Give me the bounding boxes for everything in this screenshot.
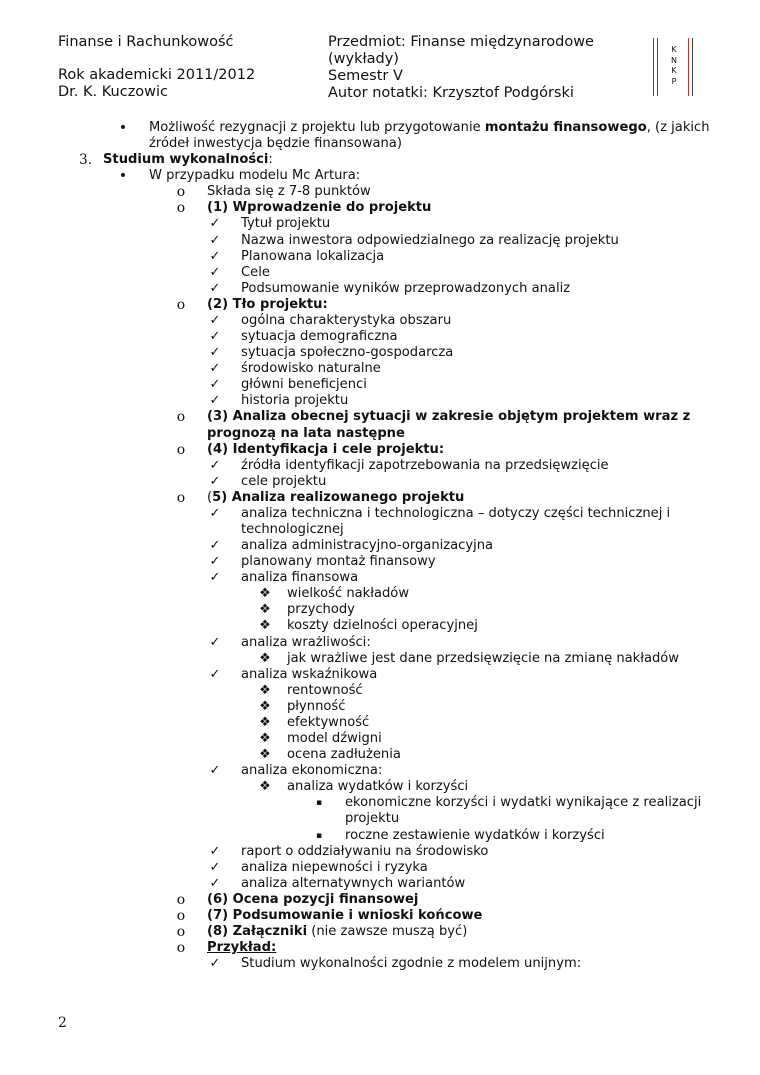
list-item-text bbox=[241, 281, 570, 297]
list-item-text bbox=[241, 265, 270, 281]
text-run: (8) Załączniki bbox=[207, 924, 308, 939]
list-number: 3. bbox=[79, 152, 92, 169]
text-run: ogólna charakterystyka obszaru bbox=[241, 312, 452, 328]
list-item-text bbox=[241, 329, 398, 345]
list-item-text bbox=[241, 345, 453, 361]
text-run: (nie zawsze muszą być) bbox=[307, 924, 468, 939]
circle-marker: o bbox=[176, 409, 186, 426]
text-run: ( bbox=[207, 489, 213, 505]
text-run: analiza niepewności i ryzyka bbox=[241, 859, 428, 875]
knkp-logo bbox=[653, 38, 693, 96]
bullet-marker: • bbox=[118, 120, 128, 136]
list-item-continuation bbox=[345, 811, 399, 827]
text-run: źródeł inwestycja będzie finansowana) bbox=[149, 136, 402, 152]
circle-marker: o bbox=[176, 907, 186, 924]
circle-marker: o bbox=[176, 940, 186, 957]
check-icon: ✓ bbox=[209, 232, 221, 248]
text-run: W przypadku modelu Mc Artura: bbox=[149, 168, 361, 184]
check-icon: ✓ bbox=[209, 505, 221, 521]
header-semester: Semestr V bbox=[328, 68, 403, 84]
text-run: ocena zadłużenia bbox=[287, 747, 401, 763]
text-run: Nazwa inwestora odpowiedzialnego za realizację projektu bbox=[241, 232, 619, 248]
list-item-text bbox=[241, 216, 330, 232]
text-run: analiza ekonomiczna: bbox=[241, 763, 383, 779]
list-item-text bbox=[241, 763, 382, 779]
text-run: projektu bbox=[345, 811, 400, 827]
list-item-text bbox=[241, 570, 358, 586]
logo-letter: K bbox=[671, 45, 677, 54]
circle-marker: o bbox=[176, 441, 186, 458]
list-item-text bbox=[287, 618, 478, 634]
diamond-icon: ❖ bbox=[259, 731, 271, 747]
text-run: prognozą na lata następne bbox=[207, 425, 405, 441]
text-run: 5) Analiza realizowanego projektu bbox=[212, 489, 465, 505]
list-item-text bbox=[207, 924, 467, 940]
list-item-text bbox=[241, 506, 670, 522]
list-item-text bbox=[287, 731, 382, 747]
circle-marker: o bbox=[176, 296, 186, 313]
text-run: model dźwigni bbox=[287, 731, 382, 747]
text-run: historia projektu bbox=[241, 393, 349, 409]
text-run: analiza wskaźnikowa bbox=[241, 666, 378, 682]
list-item-text bbox=[149, 168, 360, 184]
text-run: (1) Wprowadzenie do projektu bbox=[207, 200, 432, 216]
text-run: analiza alternatywnych wariantów bbox=[241, 875, 466, 891]
diamond-icon: ❖ bbox=[259, 779, 271, 795]
text-run: Podsumowanie wyników przeprowadzonych analiz bbox=[241, 280, 571, 296]
square-marker: ▪ bbox=[315, 798, 323, 809]
list-item-text bbox=[207, 442, 444, 458]
text-run: płynność bbox=[287, 698, 346, 714]
check-icon: ✓ bbox=[209, 843, 221, 859]
list-item-text bbox=[241, 956, 581, 972]
list-item-text bbox=[345, 795, 701, 811]
diamond-icon: ❖ bbox=[259, 650, 271, 666]
text-run: Studium wykonalności zgodnie z modelem unijnym: bbox=[241, 956, 582, 972]
text-run: środowisko naturalne bbox=[241, 361, 381, 377]
list-item-text bbox=[241, 233, 619, 249]
circle-marker: o bbox=[176, 184, 186, 201]
list-item-text bbox=[241, 458, 609, 474]
logo-letter: P bbox=[671, 76, 677, 86]
text-run: Składa się z 7-8 punktów bbox=[207, 184, 371, 200]
text-run: planowany montaż finansowy bbox=[241, 554, 436, 570]
text-run: analiza wrażliwości: bbox=[241, 634, 371, 650]
text-run: jak wrażliwe jest dane przedsięwzięcie na zmianę nakładów bbox=[287, 650, 680, 666]
check-icon: ✓ bbox=[209, 393, 221, 409]
list-item-text bbox=[207, 297, 328, 313]
diamond-icon: ❖ bbox=[259, 618, 271, 634]
text-run: efektywność bbox=[287, 714, 370, 730]
text-run: analiza wydatków i korzyści bbox=[287, 779, 469, 795]
diamond-icon: ❖ bbox=[259, 714, 271, 730]
text-run: Studium wykonalności bbox=[103, 152, 269, 168]
header-author: Autor notatki: Krzysztof Podgórski bbox=[328, 85, 574, 101]
list-item-continuation bbox=[149, 136, 402, 152]
text-run: , (z jakich bbox=[646, 120, 710, 135]
list-item-text bbox=[207, 908, 482, 924]
text-run: (7) Podsumowanie i wnioski końcowe bbox=[207, 907, 483, 923]
text-run: montażu finansowego bbox=[484, 120, 647, 135]
text-run: technologicznej bbox=[241, 522, 344, 537]
list-item-text bbox=[241, 377, 367, 393]
text-run: Przykład: bbox=[207, 940, 277, 956]
header-faculty: Finanse i Rachunkowość bbox=[58, 34, 234, 50]
list-item-text bbox=[287, 651, 679, 667]
text-run: (2) Tło projektu: bbox=[207, 296, 328, 312]
circle-marker: o bbox=[176, 924, 186, 940]
header-subject: Przedmiot: Finanse międzynarodowe bbox=[328, 34, 594, 50]
check-icon: ✓ bbox=[209, 634, 221, 650]
list-item-text bbox=[345, 828, 605, 844]
check-icon: ✓ bbox=[209, 554, 221, 570]
list-item-text bbox=[287, 715, 369, 731]
list-item-continuation bbox=[241, 522, 344, 538]
diamond-icon: ❖ bbox=[259, 602, 271, 618]
list-item-text bbox=[241, 667, 377, 683]
list-item-text bbox=[241, 635, 371, 651]
check-icon: ✓ bbox=[209, 666, 221, 682]
text-run: ekonomiczne korzyści i wydatki wynikające z realizacji bbox=[345, 795, 702, 811]
list-item-text bbox=[241, 361, 381, 377]
header-lecturer: Dr. K. Kuczowic bbox=[58, 84, 169, 100]
logo-letters bbox=[661, 45, 687, 87]
header-right bbox=[328, 34, 594, 102]
text-run: Cele bbox=[241, 264, 270, 280]
check-icon: ✓ bbox=[209, 763, 221, 779]
list-item-text bbox=[241, 313, 451, 329]
text-run: sytuacja demograficzna bbox=[241, 329, 398, 345]
logo-bar bbox=[692, 38, 693, 96]
list-item-text bbox=[241, 554, 436, 570]
list-item-text bbox=[287, 586, 409, 602]
text-run: sytuacja społeczno-gospodarcza bbox=[241, 345, 454, 361]
text-run: : bbox=[268, 152, 273, 168]
check-icon: ✓ bbox=[209, 216, 221, 232]
text-run: (3) Analiza obecnej sytuacji w zakresie objętym projektem wraz z bbox=[207, 409, 691, 425]
list-item-text bbox=[241, 876, 465, 892]
text-run: rentowność bbox=[287, 682, 363, 698]
list-item-text bbox=[241, 844, 488, 860]
check-icon: ✓ bbox=[209, 312, 221, 328]
diamond-icon: ❖ bbox=[259, 586, 271, 602]
list-item-text bbox=[287, 699, 345, 715]
list-item-text bbox=[241, 860, 428, 876]
check-icon: ✓ bbox=[209, 264, 221, 280]
check-icon: ✓ bbox=[209, 280, 221, 296]
text-run: przychody bbox=[287, 602, 355, 618]
list-item-text bbox=[241, 474, 326, 490]
square-marker: ▪ bbox=[315, 830, 323, 841]
list-item-text bbox=[287, 602, 355, 618]
bullet-marker: • bbox=[118, 168, 128, 185]
list-item-continuation bbox=[207, 426, 405, 442]
text-run: raport o oddziaływaniu na środowisko bbox=[241, 843, 489, 859]
check-icon: ✓ bbox=[209, 570, 221, 586]
list-item-text bbox=[207, 200, 431, 216]
header-spacer bbox=[58, 51, 255, 67]
text-run: roczne zestawienie wydatków i korzyści bbox=[345, 827, 605, 843]
logo-letter: K bbox=[671, 66, 677, 75]
list-item-text bbox=[287, 683, 363, 699]
logo-letter: N bbox=[671, 55, 677, 65]
list-item-text bbox=[207, 490, 464, 506]
check-icon: ✓ bbox=[209, 956, 221, 972]
list-item-text bbox=[241, 393, 348, 409]
list-item-text bbox=[207, 892, 418, 908]
list-item-text bbox=[241, 249, 384, 265]
page-number: 2 bbox=[58, 1015, 67, 1031]
list-item-text bbox=[207, 940, 276, 956]
list-item-text bbox=[207, 184, 371, 200]
check-icon: ✓ bbox=[209, 329, 221, 345]
circle-marker: o bbox=[176, 489, 186, 506]
header-academic-year: Rok akademicki 2011/2012 bbox=[58, 67, 256, 83]
check-icon: ✓ bbox=[209, 859, 221, 875]
text-run: źródła identyfikacji zapotrzebowania na przedsięwzięcie bbox=[241, 457, 609, 473]
list-item-text bbox=[287, 779, 468, 795]
text-run: główni beneficjenci bbox=[241, 377, 367, 393]
logo-bar bbox=[653, 38, 654, 96]
text-run: Planowana lokalizacja bbox=[241, 248, 385, 264]
list-item-text bbox=[287, 747, 401, 763]
logo-bar bbox=[657, 38, 658, 96]
header-left bbox=[58, 34, 255, 101]
list-item-text bbox=[241, 538, 493, 554]
diamond-icon: ❖ bbox=[259, 747, 271, 763]
list-item-text bbox=[103, 152, 273, 168]
logo-bar-red bbox=[688, 38, 689, 96]
text-run: koszty dzielności operacyjnej bbox=[287, 618, 478, 634]
text-run: (6) Ocena pozycji finansowej bbox=[207, 891, 419, 907]
text-run: analiza administracyjno-organizacyjna bbox=[241, 538, 494, 554]
check-icon: ✓ bbox=[209, 538, 221, 554]
list-item-text bbox=[207, 409, 690, 425]
text-run: Tytuł projektu bbox=[241, 216, 331, 232]
check-icon: ✓ bbox=[209, 875, 221, 891]
text-run: wielkość nakładów bbox=[287, 586, 410, 602]
diamond-icon: ❖ bbox=[259, 682, 271, 698]
header-subject-type: (wykłady) bbox=[328, 51, 399, 67]
check-icon: ✓ bbox=[209, 345, 221, 361]
check-icon: ✓ bbox=[209, 473, 221, 489]
text-run: Możliwość rezygnacji z projektu lub przygotowanie bbox=[149, 120, 485, 135]
circle-marker: o bbox=[176, 891, 186, 908]
text-run: analiza finansowa bbox=[241, 570, 359, 586]
text-run: (4) Identyfikacja i cele projektu: bbox=[207, 441, 445, 457]
text-run: cele projektu bbox=[241, 473, 327, 489]
check-icon: ✓ bbox=[209, 361, 221, 377]
check-icon: ✓ bbox=[209, 377, 221, 393]
check-icon: ✓ bbox=[209, 248, 221, 264]
text-run: analiza techniczna i technologiczna – dotyczy części technicznej i bbox=[241, 505, 671, 521]
check-icon: ✓ bbox=[209, 457, 221, 473]
diamond-icon: ❖ bbox=[259, 698, 271, 714]
circle-marker: o bbox=[176, 200, 186, 217]
list-item-text bbox=[149, 120, 710, 136]
